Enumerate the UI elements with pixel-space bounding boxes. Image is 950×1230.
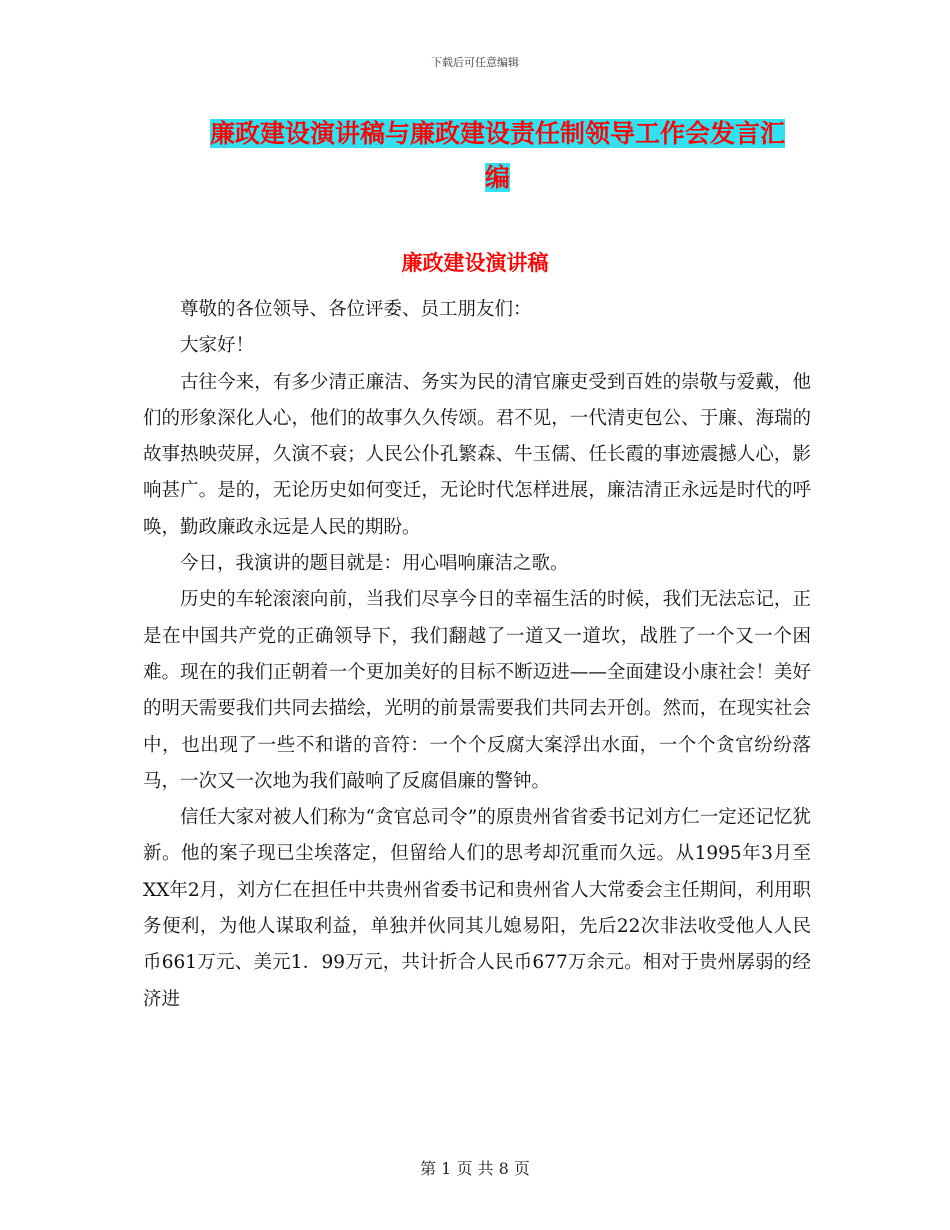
paragraph: 历史的车轮滚滚向前，当我们尽享今日的幸福生活的时候，我们无法忘记，正是在中国共产党的正确领导下，我们翻越了一道又一道坎，战胜了一个又一个困难。现在的我们正朝着一个更加美好的目标不断迈进——全面建设小康社会！美好的明天需要我们共同去描绘，光明的前景需要我们共同去开创。然而，在现实社会中，也出现了一些不和谐的音符：一个个反腐大案浮出水面，一个个贪官纷纷落马，一次又一次地为我们敲响了反腐倡廉的警钟。 <box>143 589 811 792</box>
section-title: 廉政建设演讲稿 <box>401 250 549 275</box>
body-text <box>143 292 811 1018</box>
page-number-footer: 第 1 页 共 8 页 <box>420 1159 530 1178</box>
document-title <box>190 112 805 200</box>
document-title-line-2: 编 <box>484 163 510 192</box>
paragraph: 信任大家对被人们称为“贪官总司令”的原贵州省省委书记刘方仁一定还记忆犹新。他的案子现已尘埃落定，但留给人们的思考却沉重而久远。从1995年3月至XX年2月，刘方仁在担任中共贵州省委书记和贵州省人大常委会主任期间，利用职务便利，为他人谋取利益，单独并伙同其儿媳易阳，先后22次非法收受他人人民币661万元、美元1．99万元，共计折合人民币677万余元。相对于贵州孱弱的经济进 <box>143 807 811 1010</box>
paragraph-salutation: 尊敬的各位领导、各位评委、员工朋友们： <box>180 299 532 320</box>
paragraph: 今日，我演讲的题目就是：用心唱响廉洁之歌。 <box>180 553 569 575</box>
paragraph-greeting: 大家好！ <box>180 335 255 357</box>
paragraph: 古往今来，有多少清正廉洁、务实为民的清官廉吏受到百姓的崇敬与爱戴，他们的形象深化人心，他们的故事久久传颂。君不见，一代清吏包公、于廉、海瑞的故事热映荧屏，久演不衰；人民公仆孔繁森、牛玉儒、任长霞的事迹震撼人心，影响甚广。是的，无论历史如何变迁，无论时代怎样进展，廉洁清正永远是时代的呼唤，勤政廉政永远是人民的期盼。 <box>143 371 811 538</box>
document-title-line-1: 廉政建设演讲稿与廉政建设责任制领导工作会发言汇 <box>209 119 785 148</box>
header-note: 下载后可任意编辑 <box>431 56 519 69</box>
